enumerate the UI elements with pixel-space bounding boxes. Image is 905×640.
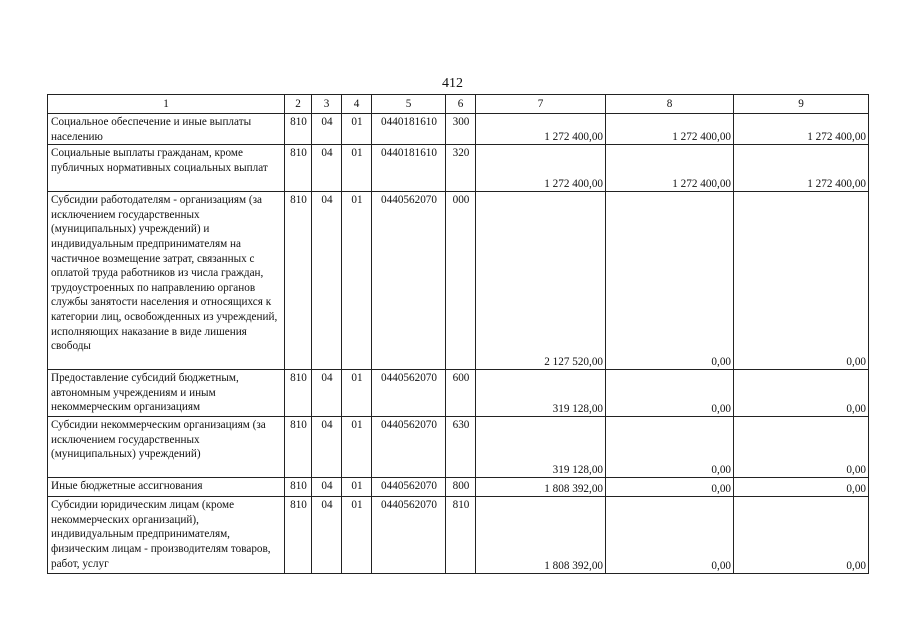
cell-code-3: 04 [312, 497, 342, 574]
cell-code-2: 810 [285, 497, 312, 574]
cell-amount-8: 0,00 [606, 417, 734, 478]
cell-code-4: 01 [342, 192, 372, 370]
cell-code-5: 0440181610 [372, 145, 446, 192]
cell-code-3: 04 [312, 478, 342, 497]
table-row [48, 192, 869, 370]
cell-code-6: 300 [446, 114, 476, 145]
cell-amount-9: 0,00 [734, 370, 869, 417]
row-name: Иные бюджетные ассигнования [48, 478, 285, 497]
cell-amount-9: 0,00 [734, 417, 869, 478]
row-name: Предоставление субсидий бюджетным, автономным учреждениям и иным некоммерческим организациям [48, 370, 285, 417]
cell-amount-8: 1 272 400,00 [606, 114, 734, 145]
row-name: Субсидии юридическим лицам (кроме некоммерческих организаций), индивидуальным предпринимателям, физическим лицам - производителям товаров, работ, услуг [48, 497, 285, 574]
table-row [48, 497, 869, 574]
page-number: 412 [442, 76, 463, 91]
cell-amount-7: 2 127 520,00 [476, 192, 606, 370]
cell-amount-7: 319 128,00 [476, 370, 606, 417]
cell-code-2: 810 [285, 114, 312, 145]
cell-code-6: 630 [446, 417, 476, 478]
cell-amount-8: 0,00 [606, 192, 734, 370]
table-row [48, 478, 869, 497]
cell-code-2: 810 [285, 478, 312, 497]
cell-code-4: 01 [342, 497, 372, 574]
row-name: Субсидии работодателям - организациям (за исключением государственных (муниципальных) учреждений) и индивидуальным предпринимателям на частичное возмещение затрат, связанных с оплатой труда работников из числа граждан, трудоустроенных по направлению органов службы занятости населения и относящихся к категории лиц, освобожденных из учреждений, исполняющих наказание в виде лишения свободы [48, 192, 285, 370]
row-name: Социальные выплаты гражданам, кроме публичных нормативных социальных выплат [48, 145, 285, 192]
cell-amount-9: 0,00 [734, 497, 869, 574]
cell-code-5: 0440562070 [372, 192, 446, 370]
cell-amount-8: 0,00 [606, 370, 734, 417]
cell-code-4: 01 [342, 417, 372, 478]
cell-code-4: 01 [342, 114, 372, 145]
cell-code-2: 810 [285, 145, 312, 192]
cell-code-6: 320 [446, 145, 476, 192]
cell-code-6: 810 [446, 497, 476, 574]
cell-code-5: 0440181610 [372, 114, 446, 145]
cell-amount-8: 0,00 [606, 478, 734, 497]
column-header: 7 [476, 95, 606, 114]
cell-amount-8: 1 272 400,00 [606, 145, 734, 192]
cell-code-5: 0440562070 [372, 497, 446, 574]
column-header: 4 [342, 95, 372, 114]
row-name: Социальное обеспечение и иные выплаты населению [48, 114, 285, 145]
cell-amount-9: 0,00 [734, 478, 869, 497]
cell-amount-7: 1 272 400,00 [476, 145, 606, 192]
column-header: 6 [446, 95, 476, 114]
cell-code-2: 810 [285, 192, 312, 370]
column-header: 8 [606, 95, 734, 114]
row-name: Субсидии некоммерческим организациям (за исключением государственных (муниципальных) учреждений) [48, 417, 285, 478]
column-header: 5 [372, 95, 446, 114]
cell-code-3: 04 [312, 114, 342, 145]
header-row [48, 95, 869, 114]
cell-code-5: 0440562070 [372, 417, 446, 478]
cell-code-3: 04 [312, 417, 342, 478]
cell-amount-8: 0,00 [606, 497, 734, 574]
cell-code-4: 01 [342, 478, 372, 497]
cell-code-4: 01 [342, 145, 372, 192]
cell-amount-7: 1 808 392,00 [476, 478, 606, 497]
cell-amount-9: 0,00 [734, 192, 869, 370]
table-row [48, 145, 869, 192]
cell-code-6: 800 [446, 478, 476, 497]
cell-code-6: 000 [446, 192, 476, 370]
column-header: 2 [285, 95, 312, 114]
cell-code-4: 01 [342, 370, 372, 417]
column-header: 3 [312, 95, 342, 114]
table-row [48, 370, 869, 417]
cell-amount-7: 1 808 392,00 [476, 497, 606, 574]
cell-code-5: 0440562070 [372, 478, 446, 497]
budget-table [47, 94, 869, 574]
cell-code-2: 810 [285, 370, 312, 417]
table-row [48, 114, 869, 145]
cell-code-3: 04 [312, 370, 342, 417]
cell-code-3: 04 [312, 145, 342, 192]
cell-code-6: 600 [446, 370, 476, 417]
cell-code-2: 810 [285, 417, 312, 478]
cell-amount-9: 1 272 400,00 [734, 114, 869, 145]
column-header: 1 [48, 95, 285, 114]
cell-code-5: 0440562070 [372, 370, 446, 417]
cell-amount-7: 1 272 400,00 [476, 114, 606, 145]
column-header: 9 [734, 95, 869, 114]
table-row [48, 417, 869, 478]
cell-code-3: 04 [312, 192, 342, 370]
cell-amount-7: 319 128,00 [476, 417, 606, 478]
cell-amount-9: 1 272 400,00 [734, 145, 869, 192]
